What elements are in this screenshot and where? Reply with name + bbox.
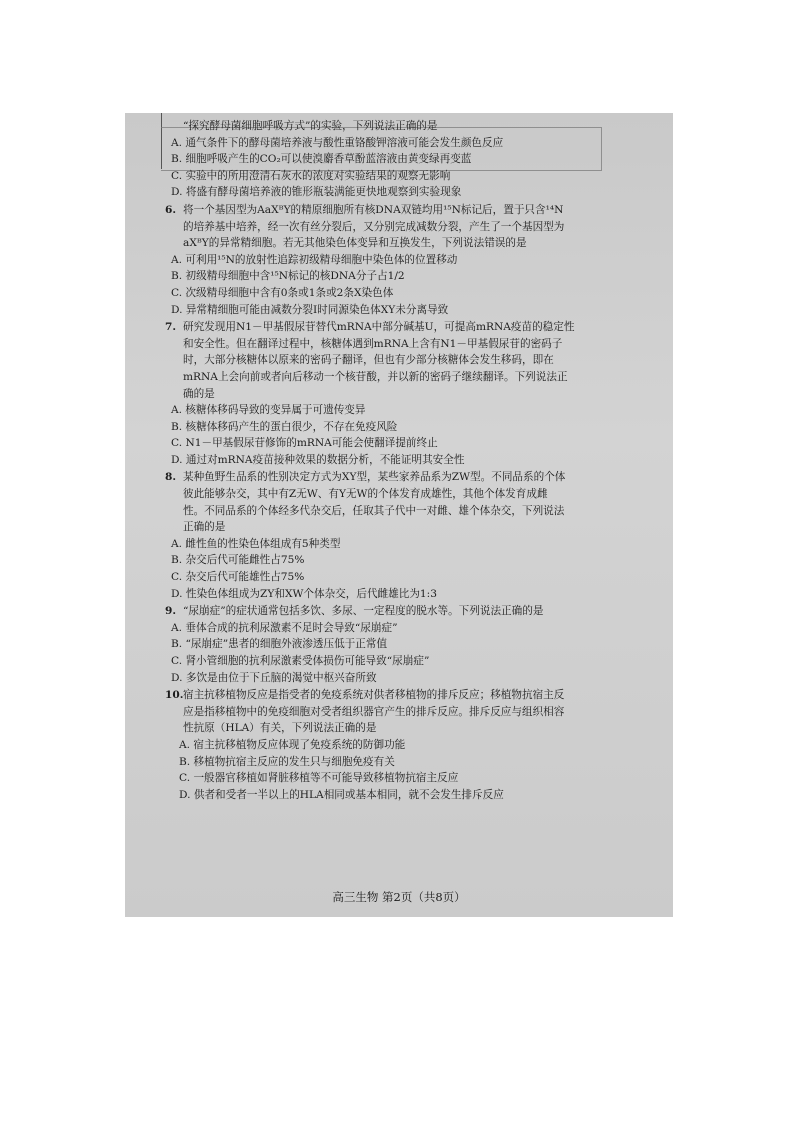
question-content	[165, 117, 665, 803]
option-b: B. 核糖体移码产生的蛋白很少，不存在免疫风险	[171, 420, 398, 433]
stem-line: 宿主抗移植物反应是指受者的免疫系统对供者移植物的排斥反应；移植物抗宿主反	[183, 689, 565, 702]
option-b: B. “尿崩症”患者的细胞外液渗透压低于正常值	[171, 638, 388, 651]
stem-line: 某种鱼野生品系的性别决定方式为XY型，某些家养品系为ZW型。不同品系的个体	[183, 471, 566, 484]
stem-line: 正确的是	[183, 521, 226, 534]
stem-line: mRNA上会向前或者向后移动一个核苷酸，并以新的密码子继续翻译。下列说法正	[183, 370, 568, 383]
option-c: C. 实验中的所用澄清石灰水的浓度对实验结果的观察无影响	[171, 169, 451, 182]
option-d: D. 异常精细胞可能由减数分裂Ⅰ时同源染色体XY未分离导致	[171, 303, 449, 316]
stem-line: 将一个基因型为AaXᴮY的精原细胞所有核DNA双链均用¹⁵N标记后，置于只含¹⁴N	[183, 203, 564, 216]
option-c: C. 一般器官移植如肾脏移植等不可能导致移植物抗宿主反应	[179, 772, 459, 785]
question-number: 7.	[165, 321, 177, 334]
option-c: C. N1－甲基假尿苷修饰的mRNA可能会使翻译提前终止	[171, 437, 438, 450]
scanned-page	[125, 113, 673, 917]
question-7	[165, 319, 665, 468]
stem-line: 时，大部分核糖体以原来的密码子翻译，但也有少部分核糖体会发生移码，即在	[183, 354, 554, 367]
question-stem	[183, 469, 665, 535]
stem-line: 应是指移植物中的免疫细胞对受者组织器官产生的排斥反应。排斥反应与组织相容	[183, 705, 565, 718]
option-b: B. 杂交后代可能雌性占75%	[171, 554, 305, 567]
stem-line: “尿崩症”的症状通常包括多饮、多尿、一定程度的脱水等。下列说法正确的是	[183, 605, 544, 618]
option-b: B. 初级精母细胞中含¹⁵N标记的核DNA分子占1/2	[171, 270, 405, 283]
question-5-continued	[165, 118, 665, 201]
option-b: B. 移植物抗宿主反应的发生只与细胞免疫有关	[179, 755, 395, 768]
option-a: A. 垂体合成的抗利尿激素不足时会导致“尿崩症”	[171, 621, 398, 634]
option-d: D. 将盛有酵母菌培养液的锥形瓶装满能更快地观察到实验现象	[171, 186, 462, 199]
option-a: A. 可利用¹⁵N的放射性追踪初级精母细胞中染色体的位置移动	[171, 253, 458, 266]
option-a: A. 宿主抗移植物反应体现了免疫系统的防御功能	[179, 738, 406, 751]
stem-line: aXᴮY的异常精细胞。若无其他染色体变异和互换发生，下列说法错误的是	[183, 237, 527, 250]
option-c: C. 杂交后代可能雄性占75%	[171, 571, 305, 584]
question-8	[165, 469, 665, 602]
option-c: C. 次级精母细胞中含有0条或1条或2条X染色体	[171, 286, 394, 299]
option-c: C. 肾小管细胞的抗利尿激素受体损伤可能导致“尿崩症”	[171, 655, 430, 667]
question-6	[165, 202, 665, 318]
stem-line: 和安全性。但在翻译过程中，核糖体遇到mRNA上含有N1－甲基假尿苷的密码子	[183, 337, 563, 350]
option-a: A. 通气条件下的酵母菌培养液与酸性重铬酸钾溶液可能会发生颜色反应	[171, 136, 504, 149]
option-d: D. 多饮是由位于下丘脑的渴觉中枢兴奋所致	[171, 671, 377, 684]
option-d: D. 性染色体组成为ZY和XW个体杂交，后代雌雄比为1:3	[171, 587, 437, 600]
stem-line: 性。不同品系的个体经多代杂交后，任取其子代中一对雌、雄个体杂交，下列说法	[183, 504, 565, 517]
question-number: 10.	[165, 689, 184, 702]
question-number: 8.	[165, 471, 177, 484]
question-stem	[183, 202, 665, 252]
stem-line: 研究发现用N1－甲基假尿苷替代mRNA中部分碱基U，可提高mRNA疫苗的稳定性	[183, 321, 575, 334]
question-5-stem: “探究酵母菌细胞呼吸方式”的实验，下列说法正确的是	[183, 120, 438, 132]
question-number: 6.	[165, 203, 177, 216]
question-stem	[183, 319, 665, 402]
page-footer: 高三生物 第2页（共8页）	[332, 890, 466, 904]
option-a: A. 核糖体移码导致的变异属于可遗传变异	[171, 404, 366, 417]
question-number: 9.	[165, 605, 177, 618]
option-d: D. 通过对mRNA疫苗接种效果的数据分析，不能证明其安全性	[171, 453, 465, 466]
question-9	[165, 603, 665, 686]
stem-line: 的培养基中培养，经一次有丝分裂后，又分别完成减数分裂，产生了一个基因型为	[183, 220, 565, 233]
stem-line: 性抗原（HLA）有关，下列说法正确的是	[183, 722, 377, 735]
stem-line: 确的是	[183, 387, 215, 400]
question-stem	[183, 687, 665, 737]
stem-line: 彼此能够杂交，其中有Z无W、有Y无W的个体发育成雄性，其他个体发育成雌	[183, 488, 548, 501]
option-b: B. 细胞呼吸产生的CO₂可以使溴麝香草酚蓝溶液由黄变绿再变蓝	[171, 153, 472, 166]
question-10	[165, 687, 665, 803]
option-a: A. 雌性鱼的性染色体组成有5种类型	[171, 537, 341, 550]
question-stem	[183, 603, 665, 620]
option-d: D. 供者和受者一半以上的HLA相同或基本相同，就不会发生排斥反应	[179, 788, 504, 801]
